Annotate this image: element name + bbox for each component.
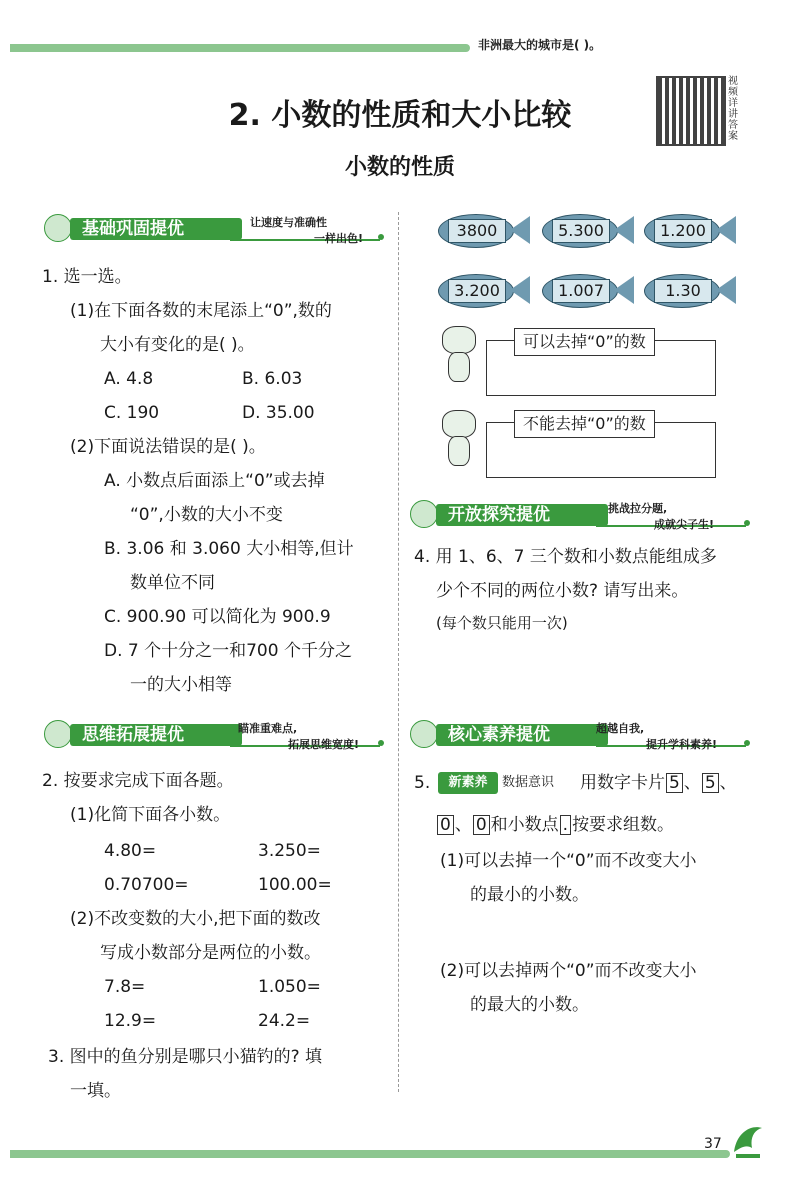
fish-4 xyxy=(432,270,532,310)
section-open-label: 开放探究提优 xyxy=(436,504,608,526)
q5-intro: 用数字卡片 xyxy=(580,773,665,793)
q1-part1-line2: 大小有变化的是( )。 xyxy=(100,335,255,355)
slogan-line1: 挑战拉分题, xyxy=(608,502,668,515)
slogan-line2: 提升学科素养! xyxy=(646,738,718,751)
section-open xyxy=(410,500,750,531)
section-basic xyxy=(44,214,384,245)
fish-1 xyxy=(432,210,532,250)
mascot-icon xyxy=(410,720,438,748)
q1-part2: (2)下面说法错误的是( )。 xyxy=(70,437,266,457)
slogan-line1: 让速度与准确性 xyxy=(250,216,327,229)
q1-option-a: A. 4.8 xyxy=(104,369,154,389)
q1-p2-option-d-line1: D. 7 个十分之一和700 个千分之 xyxy=(104,641,352,661)
section-core xyxy=(410,720,750,751)
mascot-icon xyxy=(410,500,438,528)
q2-fill-1: 7.8= xyxy=(104,977,146,997)
fish-3 xyxy=(638,210,738,250)
q5-part1-line2: 的最小的小数。 xyxy=(470,885,589,905)
section-core-label: 核心素养提优 xyxy=(436,724,608,746)
q2-fill-2: 1.050= xyxy=(258,977,321,997)
mascot-icon xyxy=(44,214,72,242)
q5-instruction: 按要求组数。 xyxy=(572,815,675,835)
dolphin-icon xyxy=(730,1122,766,1162)
slogan-line2: 成就尖子生! xyxy=(654,518,715,531)
q1-p2-option-d-line2: 一的大小相等 xyxy=(130,675,232,695)
q1-part1-line1: (1)在下面各数的末尾添上“0”,数的 xyxy=(70,301,332,321)
section-dot xyxy=(744,740,750,746)
page-number: 37 xyxy=(704,1136,722,1152)
q2-fill-3: 12.9= xyxy=(104,1011,157,1031)
box-can-remove-label: 可以去掉“0”的数 xyxy=(514,328,655,356)
q2-expr-2: 3.250= xyxy=(258,841,321,861)
box-cannot-remove-label: 不能去掉“0”的数 xyxy=(514,410,655,438)
q5-line1: 用数字卡片 5 、 5 、 xyxy=(580,773,737,793)
slogan-line2: 一样出色! xyxy=(314,232,364,245)
q5-part1-line1: (1)可以去掉一个“0”而不改变大小 xyxy=(440,851,697,871)
digit-card-5: 5 xyxy=(666,773,683,793)
footer-bar xyxy=(10,1150,730,1158)
fish-6 xyxy=(638,270,738,310)
q1-p2-option-a-line2: “0”,小数的大小不变 xyxy=(130,505,283,525)
fish-5 xyxy=(536,270,636,310)
section-dot xyxy=(744,520,750,526)
q1-p2-option-b-line1: B. 3.06 和 3.060 大小相等,但计 xyxy=(104,539,354,559)
q5-line2: 0 、 0 和小数点 . 按要求组数。 xyxy=(436,814,674,836)
qr-label: 视频详讲答案 xyxy=(728,76,738,142)
section-dot xyxy=(378,740,384,746)
fish-label: 1.007 xyxy=(552,279,610,303)
q1-option-c: C. 190 xyxy=(104,403,160,423)
slogan-line1: 瞄准重难点, xyxy=(238,722,298,735)
cat-icon xyxy=(438,326,478,382)
slogan-line2: 拓展思维宽度! xyxy=(288,738,360,751)
q5-part2-line2: 的最大的小数。 xyxy=(470,995,589,1015)
q2-expr-3: 0.70700= xyxy=(104,875,189,895)
q1-option-d: D. 35.00 xyxy=(242,403,315,423)
cat-icon xyxy=(438,410,478,466)
q2-part2-line1: (2)不改变数的大小,把下面的数改 xyxy=(70,909,321,929)
q2-expr-4: 100.00= xyxy=(258,875,332,895)
q2-stem: 2. 按要求完成下面各题。 xyxy=(42,771,234,791)
q1-p2-option-a-line1: A. 小数点后面添上“0”或去掉 xyxy=(104,471,325,491)
q5-and-point: 和小数点 xyxy=(490,815,559,835)
header-tip: 非洲最大的城市是( )。 xyxy=(478,38,602,52)
section-thinking-label: 思维拓展提优 xyxy=(70,724,242,746)
fish-label: 3800 xyxy=(448,219,506,243)
q1-option-b: B. 6.03 xyxy=(242,369,303,389)
q4-line2: 少个不同的两位小数? 请写出来。 xyxy=(436,581,689,601)
section-dot xyxy=(378,234,384,240)
q2-part1: (1)化简下面各小数。 xyxy=(70,805,231,825)
mascot-icon xyxy=(44,720,72,748)
section-title: 小数的性质 xyxy=(344,155,455,180)
q3-line2: 一填。 xyxy=(70,1081,121,1101)
section-thinking xyxy=(44,720,384,751)
q1-stem: 1. 选一选。 xyxy=(42,267,132,287)
digit-card-0: 0 xyxy=(473,815,490,835)
chapter-title: 2. 小数的性质和大小比较 xyxy=(228,98,572,133)
q4-line1: 4. 用 1、6、7 三个数和小数点能组成多 xyxy=(414,547,717,567)
q2-expr-1: 4.80= xyxy=(104,841,157,861)
point-card: . xyxy=(560,815,571,835)
column-divider xyxy=(398,212,399,1092)
fish-label: 3.200 xyxy=(448,279,506,303)
fish-label: 1.200 xyxy=(654,219,712,243)
fish-label: 5.300 xyxy=(552,219,610,243)
new-literacy-badge: 新素养 xyxy=(438,772,498,794)
q5-number: 5. xyxy=(414,773,431,793)
q2-part2-line2: 写成小数部分是两位的小数。 xyxy=(100,943,321,963)
slogan-line1: 超越自我, xyxy=(596,722,645,735)
q2-fill-4: 24.2= xyxy=(258,1011,311,1031)
q3-line1: 3. 图中的鱼分别是哪只小猫钓的? 填 xyxy=(48,1047,323,1067)
q1-p2-option-b-line2: 数单位不同 xyxy=(130,573,215,593)
digit-card-5: 5 xyxy=(702,773,719,793)
fish-label: 1.30 xyxy=(654,279,712,303)
section-basic-label: 基础巩固提优 xyxy=(70,218,242,240)
data-awareness-label: 数据意识 xyxy=(502,775,555,790)
header-bar xyxy=(10,44,470,52)
q5-part2-line1: (2)可以去掉两个“0”而不改变大小 xyxy=(440,961,697,981)
digit-card-0: 0 xyxy=(437,815,454,835)
q1-p2-option-c: C. 900.90 可以简化为 900.9 xyxy=(104,607,331,627)
fish-2 xyxy=(536,210,636,250)
q4-note: (每个数只能用一次) xyxy=(436,614,568,632)
